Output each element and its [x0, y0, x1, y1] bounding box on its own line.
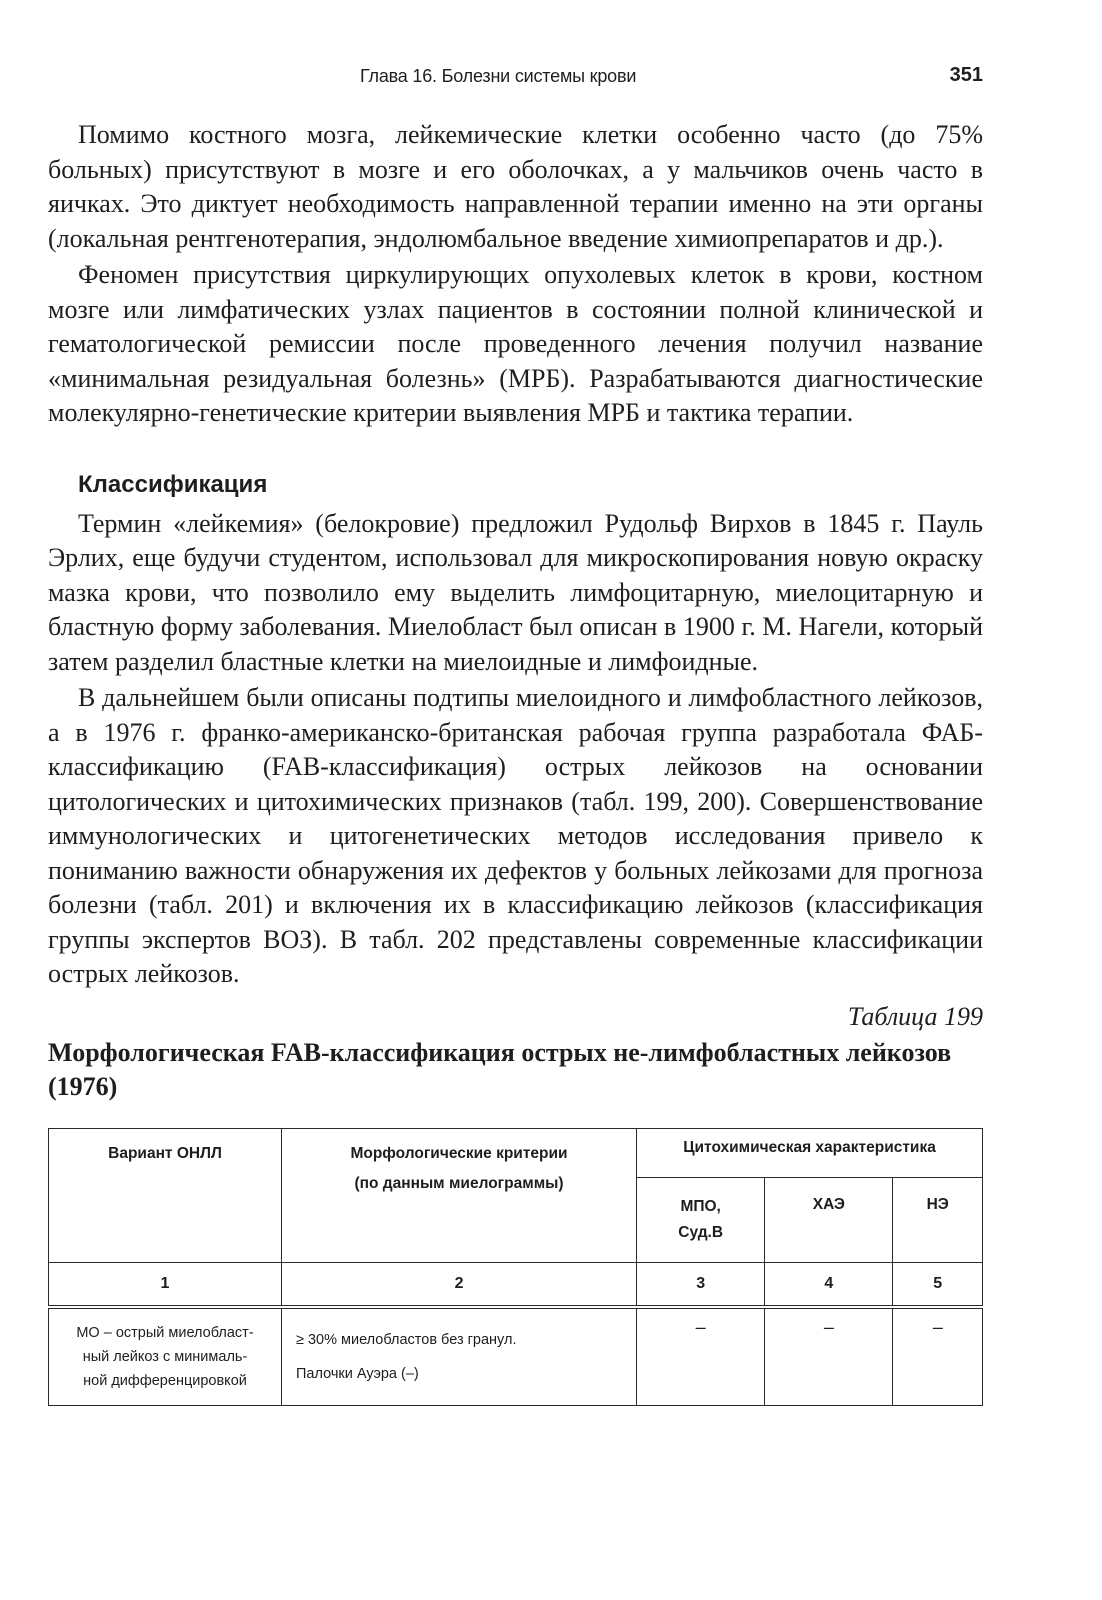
header-ne: НЭ	[893, 1177, 983, 1262]
table-header-row	[49, 1128, 983, 1177]
header-mpo: МПО, Суд.В	[637, 1177, 765, 1262]
paragraph: Помимо костного мозга, лейкемические клетки особенно часто (до 75% больных) присутствуют в мозге и его оболочках, а у мальчиков очень часто в яичках. Это диктует необходимость направленной терапии именно на эти органы (локальная рентгенотерапия, эндолюмбальное введение химиопрепаратов и др.).	[48, 120, 983, 253]
page-number: 351	[949, 64, 983, 86]
header-criteria: Морфологические критерии (по данным миелограммы)	[281, 1128, 636, 1262]
table-number: Таблица 199	[847, 1001, 983, 1031]
table-row	[49, 1307, 983, 1406]
mpo-cell: –	[637, 1307, 765, 1406]
paragraph: Феномен присутствия циркулирующих опухолевых клеток в крови, костном мозге или лимфатических узлах пациентов в состоянии полной клинической и гематологической ремиссии после проведенного лечения получил название «минимальная резидуальная болезнь» (МРБ). Разрабатываются диагностические молекулярно-генетические критерии выявления МРБ и тактика терапии.	[48, 260, 983, 427]
chapter-title: Глава 16. Болезни системы крови	[360, 66, 637, 86]
ne-cell: –	[893, 1307, 983, 1406]
column-number: 1	[49, 1262, 282, 1307]
running-head	[48, 60, 983, 96]
paragraph: В дальнейшем были описаны подтипы миелоидного и лимфобластного лейкозов, а в 1976 г. франко-американско-британская рабочая группа разработала ФАБ-классификацию (FAB-классификация) острых лейкозов на основании цитологических и цитохимических признаков (табл. 199, 200). Совершенствование иммунологических и цитогенетических методов исследования привело к пониманию важности обнаружения их дефектов у больных лейкозами для прогноза болезни (табл. 201) и включения их в классификацию лейкозов (классификация группы экспертов ВОЗ). В табл. 202 представлены современные классификации острых лейкозов.	[48, 683, 983, 988]
paragraph: Термин «лейкемия» (белокровие) предложил Рудольф Вирхов в 1845 г. Пауль Эрлих, еще будучи студентом, использовал для микроскопирования новую окраску мазка крови, что позволило ему выделить лимфоцитарную, миелоцитарную и бластную форму заболевания. Миелобласт был описан в 1900 г. М. Нагели, который затем разделил бластные клетки на миелоидные и лимфоидные.	[48, 508, 983, 676]
fab-classification-table	[48, 1128, 983, 1406]
header-hae: ХАЭ	[765, 1177, 893, 1262]
column-number: 5	[893, 1262, 983, 1307]
column-number: 3	[637, 1262, 765, 1307]
column-number: 4	[765, 1262, 893, 1307]
header-variant: Вариант ОНЛЛ	[49, 1128, 282, 1262]
column-number: 2	[281, 1262, 636, 1307]
book-page	[48, 60, 983, 1406]
table-title: Морфологическая FAB-классификация острых не-лимфобластных лейкозов (1976)	[48, 1037, 952, 1101]
variant-cell: МО – острый миелобласт- ный лейкоз с минималь- ной дифференцировкой	[49, 1307, 282, 1406]
section-heading: Классификация	[78, 470, 268, 498]
criteria-cell: ≥ 30% миелобластов без гранул. Палочки Ауэра (–)	[281, 1307, 636, 1406]
hae-cell: –	[765, 1307, 893, 1406]
header-cytochemistry: Цитохимическая характеристика	[637, 1128, 983, 1177]
column-number-row	[49, 1262, 983, 1307]
